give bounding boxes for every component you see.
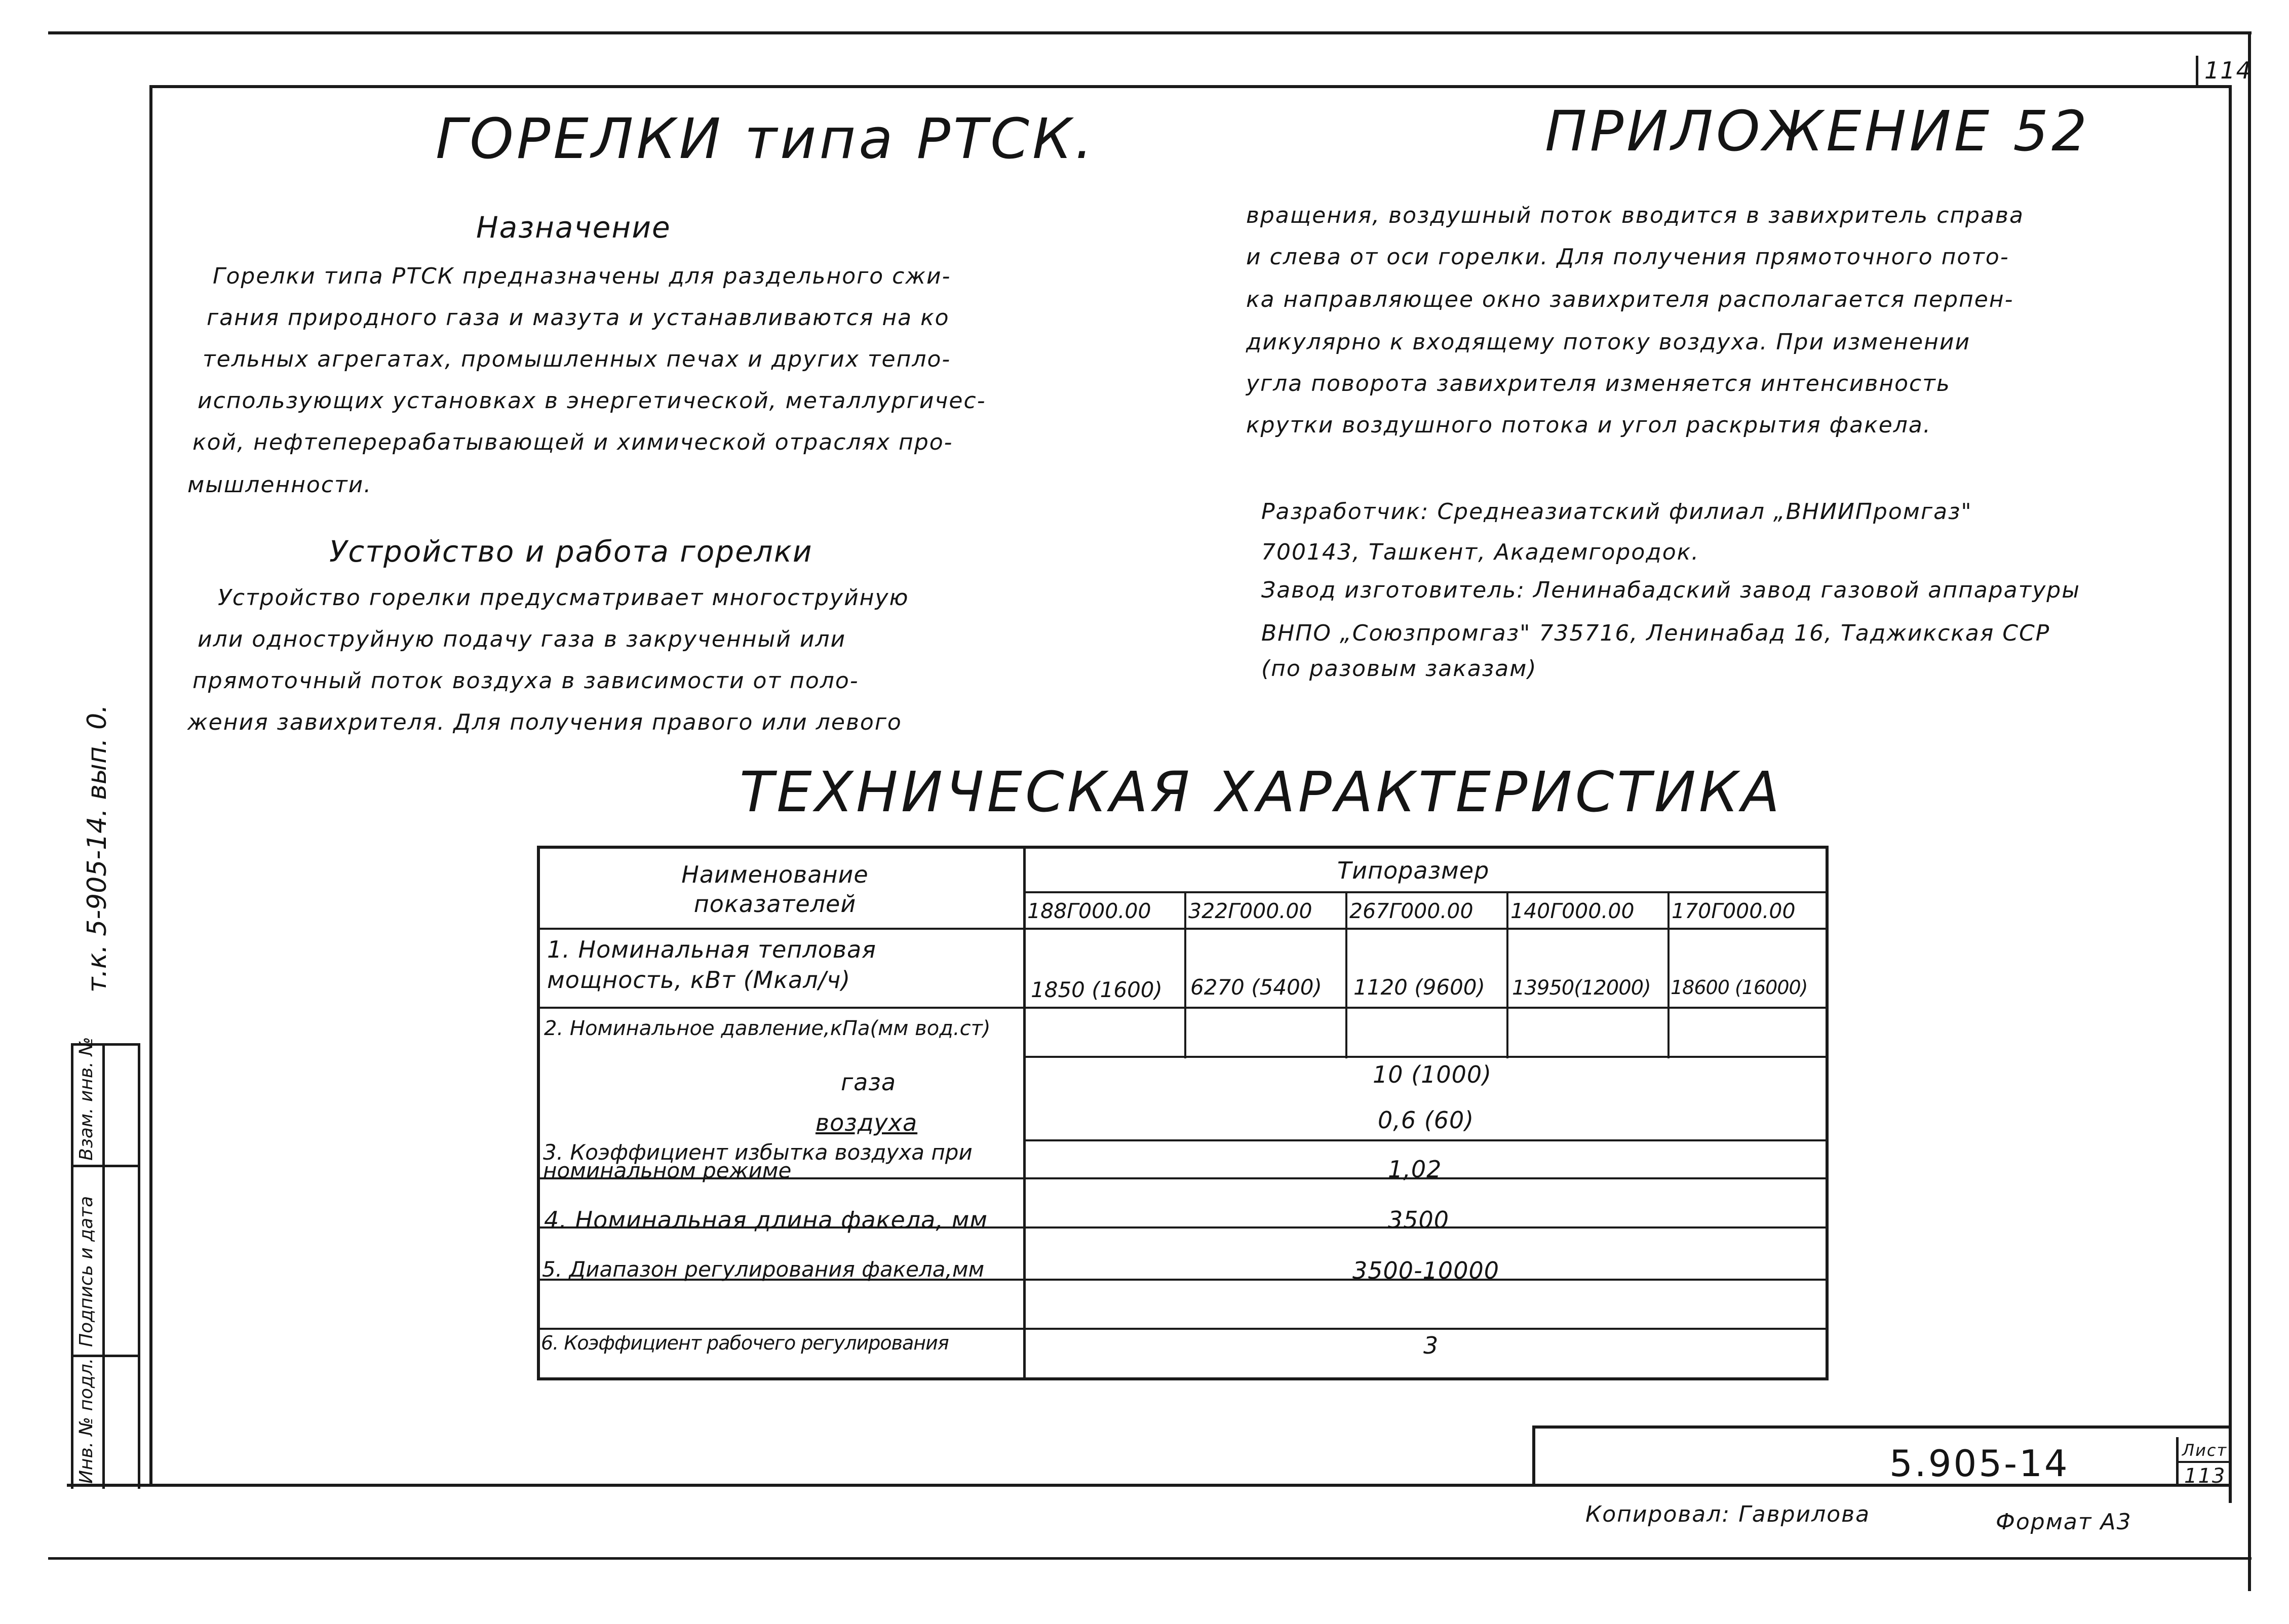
power-label: 1. Номинальная тепловая мощность, кВт (Мкал/ч): [547, 936, 876, 994]
table-divider: [1023, 1139, 1829, 1141]
size-4: 140Г000.00: [1510, 899, 1635, 923]
ratio-label: 6. Коэффициент рабочего регулирования: [541, 1332, 949, 1354]
outer-frame-right: [2248, 31, 2251, 1591]
outer-frame-bottom: [48, 1557, 2252, 1560]
tech-title-2: ХАРАКТЕРИСТИКА: [1216, 760, 1783, 824]
sheet-number: 114: [2204, 57, 2252, 84]
text-line: ка направляющее окно завихрителя располагается перпен-: [1246, 287, 2014, 312]
length-label: 4. Номинальная длина факела, мм: [544, 1206, 988, 1234]
power-value-5: 18600 (16000): [1671, 976, 1808, 999]
text-line: прямоточный поток воздуха в зависимости от поло-: [192, 668, 859, 694]
table-border: [1826, 846, 1829, 1380]
inner-frame-right: [2229, 85, 2232, 1503]
table-divider: [537, 928, 1829, 930]
size-5: 170Г000.00: [1672, 899, 1796, 923]
inner-frame-left: [149, 85, 152, 1485]
ratio-value: 3: [1423, 1332, 1439, 1359]
text-line: или одноструйную подачу газа в закрученный или: [198, 626, 846, 652]
titleblock-divider: [2176, 1461, 2232, 1463]
outer-frame-top: [48, 31, 2252, 34]
text-line: жения завихрителя. Для получения правого или левого: [187, 709, 902, 735]
stamp-line: [102, 1043, 105, 1489]
stamp-signature-date: Подпись и дата: [76, 1196, 97, 1347]
tech-title-1: ТЕХНИЧЕСКАЯ: [740, 760, 1193, 824]
inner-frame-top: [149, 85, 2231, 88]
sheet-label: Лист: [2182, 1441, 2228, 1460]
text-line: мышленности.: [187, 472, 372, 498]
size-1: 188Г000.00: [1027, 899, 1151, 923]
pressure-label: 2. Номинальное давление,кПа(мм вод.ст): [544, 1017, 991, 1040]
text-line: вращения, воздушный поток вводится в завихритель справа: [1246, 203, 2024, 228]
table-divider: [1345, 891, 1347, 1058]
table-divider: [1506, 891, 1508, 1058]
header-size: Типоразмер: [1337, 857, 1490, 884]
purpose-heading: Назначение: [476, 210, 671, 245]
stamp-line: [71, 1043, 73, 1489]
title-left: ГОРЕЛКИ типа РТСК.: [436, 106, 1096, 171]
text-line: угла поворота завихрителя изменяется интенсивность: [1246, 371, 1951, 397]
excess-label: 3. Коэффициент избытка воздуха при номинальном режиме: [543, 1140, 973, 1183]
stamp-line: [138, 1043, 140, 1489]
sheet-fraction: 113: [2184, 1464, 2226, 1488]
spec-table: [537, 846, 1829, 1380]
table-divider: [1023, 1056, 1829, 1058]
titleblock-top: [1532, 1425, 2231, 1429]
device-heading: Устройство и работа горелки: [329, 534, 813, 569]
header-param: Наименование показателей: [681, 861, 869, 918]
table-divider: [1667, 891, 1670, 1058]
range-value: 3500-10000: [1352, 1257, 1499, 1284]
stamp-line: [71, 1355, 140, 1357]
text-line: кой, нефтеперерабатывающей и химической отраслях про-: [192, 429, 953, 455]
side-stamp: [71, 1037, 142, 1489]
gas-value: 10 (1000): [1373, 1061, 1492, 1088]
doc-code: 5.905-14: [1889, 1442, 2070, 1485]
side-code: т.к. 5-905-14. вып. 0.: [82, 704, 112, 993]
size-3: 267Г000.00: [1349, 899, 1473, 923]
air-value: 0,6 (60): [1378, 1106, 1475, 1134]
power-value-4: 13950(12000): [1512, 976, 1651, 1000]
power-value-1: 1850 (1600): [1031, 977, 1162, 1002]
table-border: [537, 846, 540, 1380]
text-line: (по разовым заказам): [1261, 656, 1537, 682]
range-label: 5. Диапазон регулирования факела,мм: [542, 1257, 985, 1282]
text-line: гания природного газа и мазута и устанавливаются на ко: [207, 305, 950, 331]
text-line: использующих установках в энергетической, металлургичес-: [198, 388, 986, 414]
stamp-inv-no: Инв. № подл.: [76, 1358, 97, 1484]
gas-label: газа: [841, 1068, 897, 1096]
stamp-replace-inv: Взам. инв. №: [76, 1037, 97, 1161]
table-divider: [1184, 891, 1186, 1058]
excess-value: 1,02: [1388, 1156, 1442, 1183]
table-divider: [1023, 846, 1026, 1380]
format-label: Формат А3: [1996, 1509, 2132, 1535]
text-line: Устройство горелки предусматривает многоструйную: [218, 585, 909, 611]
title-right: ПРИЛОЖЕНИЕ 52: [1545, 99, 2090, 164]
text-line: Разработчик: Среднеазиатский филиал „ВНИИПромгаз": [1261, 499, 1972, 525]
table-border: [537, 1377, 1829, 1380]
text-line: дикулярно к входящему потоку воздуха. При изменении: [1246, 329, 1971, 355]
text-line: ВНПО „Союзпромгаз" 735716, Ленинабад 16, Таджикская ССР: [1261, 620, 2050, 646]
text-line: и слева от оси горелки. Для получения прямоточного пото-: [1246, 244, 2009, 270]
text-line: крутки воздушного потока и угол раскрытия факела.: [1246, 412, 1931, 438]
power-value-3: 1120 (9600): [1353, 975, 1485, 1000]
text-line: тельных агрегатах, промышленных печах и других тепло-: [203, 346, 951, 372]
length-value: 3500: [1388, 1206, 1450, 1234]
text-line: Завод изготовитель: Ленинабадский завод газовой аппаратуры: [1261, 577, 2080, 603]
copied-by: Копировал: Гаврилова: [1585, 1501, 1871, 1527]
power-value-2: 6270 (5400): [1190, 975, 1322, 1000]
air-label: воздуха: [816, 1109, 918, 1136]
table-divider: [537, 1007, 1829, 1009]
table-divider: [537, 1328, 1829, 1330]
table-divider: [1023, 891, 1829, 893]
text-line: Горелки типа РТСК предназначены для раздельного сжи-: [213, 263, 951, 289]
titleblock-left: [1532, 1425, 1535, 1486]
table-border: [537, 846, 1829, 849]
text-line: 700143, Ташкент, Академгородок.: [1261, 539, 1700, 565]
size-2: 322Г000.00: [1188, 899, 1312, 923]
stamp-line: [71, 1165, 140, 1167]
sheet-number-box: [2196, 56, 2198, 88]
